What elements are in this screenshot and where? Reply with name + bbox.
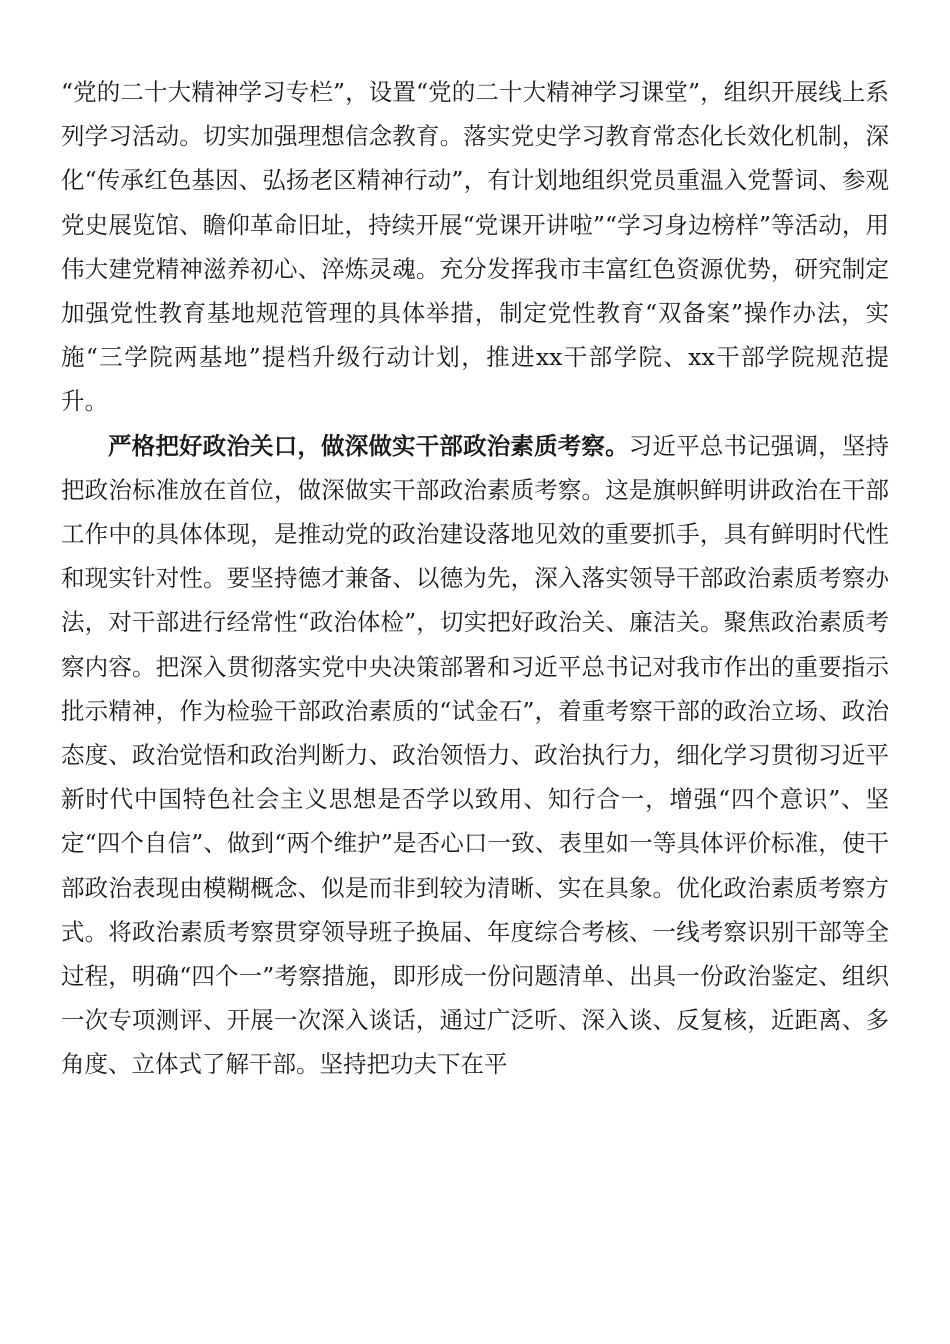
- paragraph-body: “党的二十大精神学习专栏”，设置“党的二十大精神学习课堂”，组织开展线上系列学习活动。切实加强理想信念教育。落实党史学习教育常态化长效化机制，深化“传承红色基因、弘扬老区精神行动”，有计划地组织党员重温入党誓词、参观党史展览馆、瞻仰革命旧址，持续开展“党课开讲啦”“学习身边榜样”等活动，用伟大建党精神滋养初心、淬炼灵魂。充分发挥我市丰富红色资源优势，研究制定加强党性教育基地规范管理的具体举措，制定党性教育“双备案”操作办法，实施“三学院两基地”提档升级行动计划，推进xx干部学院、xx干部学院规范提升。: [61, 78, 889, 416]
- paragraph-political-review: [61, 424, 889, 1087]
- document-page: [61, 70, 889, 1087]
- paragraph-continued: [61, 70, 889, 424]
- paragraph-body: 习近平总书记强调，坚持把政治标准放在首位，做深做实干部政治素质考察。这是旗帜鲜明讲政治在干部工作中的具体体现，是推动党的政治建设落地见效的重要抓手，具有鲜明时代性和现实针对性。要坚持德才兼备、以德为先，深入落实领导干部政治素质考察办法，对干部进行经常性“政治体检”，切实把好政治关、廉洁关。聚焦政治素质考察内容。把深入贯彻落实党中央决策部署和习近平总书记对我市作出的重要指示批示精神，作为检验干部政治素质的“试金石”，着重考察干部的政治立场、政治态度、政治觉悟和政治判断力、政治领悟力、政治执行力，细化学习贯彻习近平新时代中国特色社会主义思想是否学以致用、知行合一，增强“四个意识”、坚定“四个自信”、做到“两个维护”是否心口一致、表里如一等具体评价标准，使干部政治表现由模糊概念、似是而非到较为清晰、实在具象。优化政治素质考察方式。将政治素质考察贯穿领导班子换届、年度综合考核、一线考察识别干部等全过程，明确“四个一”考察措施，即形成一份问题清单、出具一份政治鉴定、组织一次专项测评、开展一次深入谈话，通过广泛听、深入谈、反复核，近距离、多角度、立体式了解干部。坚持把功夫下在平: [61, 431, 889, 1079]
- paragraph-heading: 严格把好政治关口，做深做实干部政治素质考察。: [108, 431, 629, 460]
